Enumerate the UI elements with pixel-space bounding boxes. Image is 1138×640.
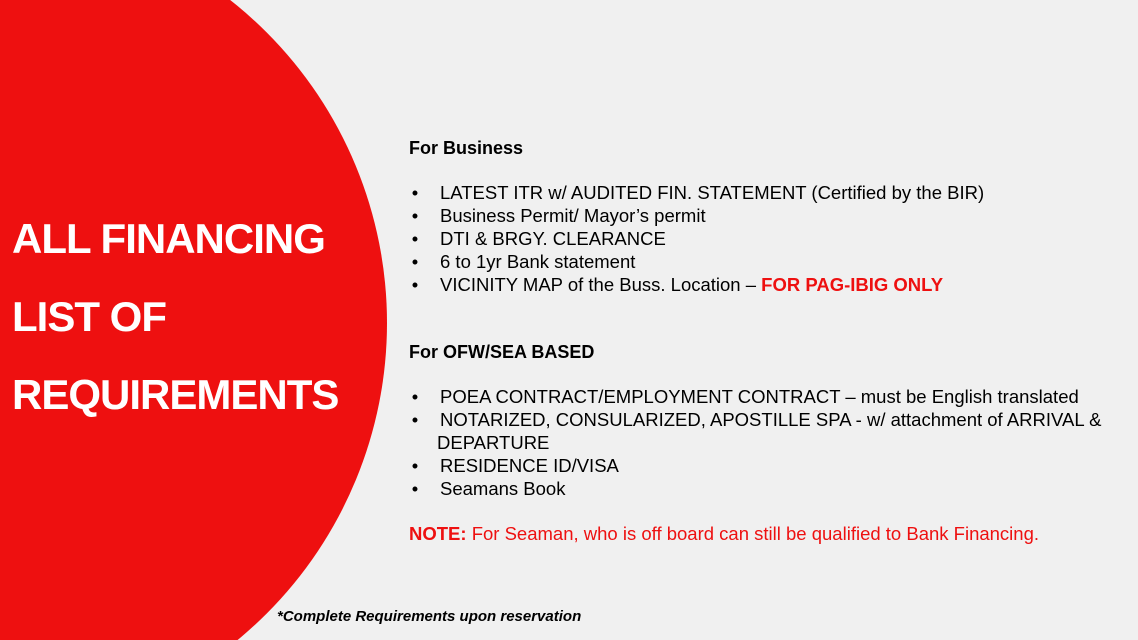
bullet-icon: • [411, 386, 419, 407]
list-item [409, 250, 1129, 273]
list-item [409, 181, 1129, 204]
list-item [409, 227, 1129, 250]
list-item [409, 454, 1129, 477]
list-item-text: 6 to 1yr Bank statement [440, 251, 636, 272]
list-item-text: DTI & BRGY. CLEARANCE [440, 228, 666, 249]
bullet-icon: • [411, 409, 419, 430]
business-requirements-list [409, 181, 1129, 296]
slide-title [12, 200, 382, 434]
bullet-icon: • [411, 228, 419, 249]
bullet-icon: • [411, 251, 419, 272]
business-heading: For Business [409, 138, 524, 158]
bullet-icon: • [411, 478, 419, 499]
ofw-requirements-list [409, 385, 1129, 500]
title-line-3: REQUIREMENTS [12, 371, 339, 418]
list-item-text: Seamans Book [440, 478, 566, 499]
list-item [409, 408, 1129, 454]
list-item-text: Business Permit/ Mayor’s permit [440, 205, 706, 226]
list-item [409, 204, 1129, 227]
list-item [409, 385, 1129, 408]
title-line-1: ALL FINANCING [12, 215, 325, 262]
bullet-icon: • [411, 205, 419, 226]
list-item-text: POEA CONTRACT/EMPLOYMENT CONTRACT – must be English translated [440, 386, 1079, 407]
pag-ibig-highlight: FOR PAG-IBIG ONLY [761, 274, 944, 295]
bullet-icon: • [411, 274, 419, 295]
list-item [409, 273, 1129, 296]
ofw-heading: For OFW/SEA BASED [409, 342, 595, 362]
list-item [409, 477, 1129, 500]
requirements-content [409, 136, 1129, 546]
list-item-text: LATEST ITR w/ AUDITED FIN. STATEMENT (Certified by the BIR) [440, 182, 985, 203]
list-item-text: VICINITY MAP of the Buss. Location – [440, 274, 762, 295]
list-item-text: NOTARIZED, CONSULARIZED, APOSTILLE SPA - w/ attachment of ARRIVAL & [440, 409, 1102, 430]
list-item-text: RESIDENCE ID/VISA [440, 455, 619, 476]
footer-note: *Complete Requirements upon reservation [277, 608, 582, 625]
note [409, 522, 1129, 546]
note-label: NOTE: [409, 523, 467, 544]
title-line-2: LIST OF [12, 293, 166, 340]
note-text: For Seaman, who is off board can still be qualified to Bank Financing. [466, 523, 1040, 544]
list-item-continuation: DEPARTURE [437, 432, 550, 453]
bullet-icon: • [411, 455, 419, 476]
bullet-icon: • [411, 182, 419, 203]
